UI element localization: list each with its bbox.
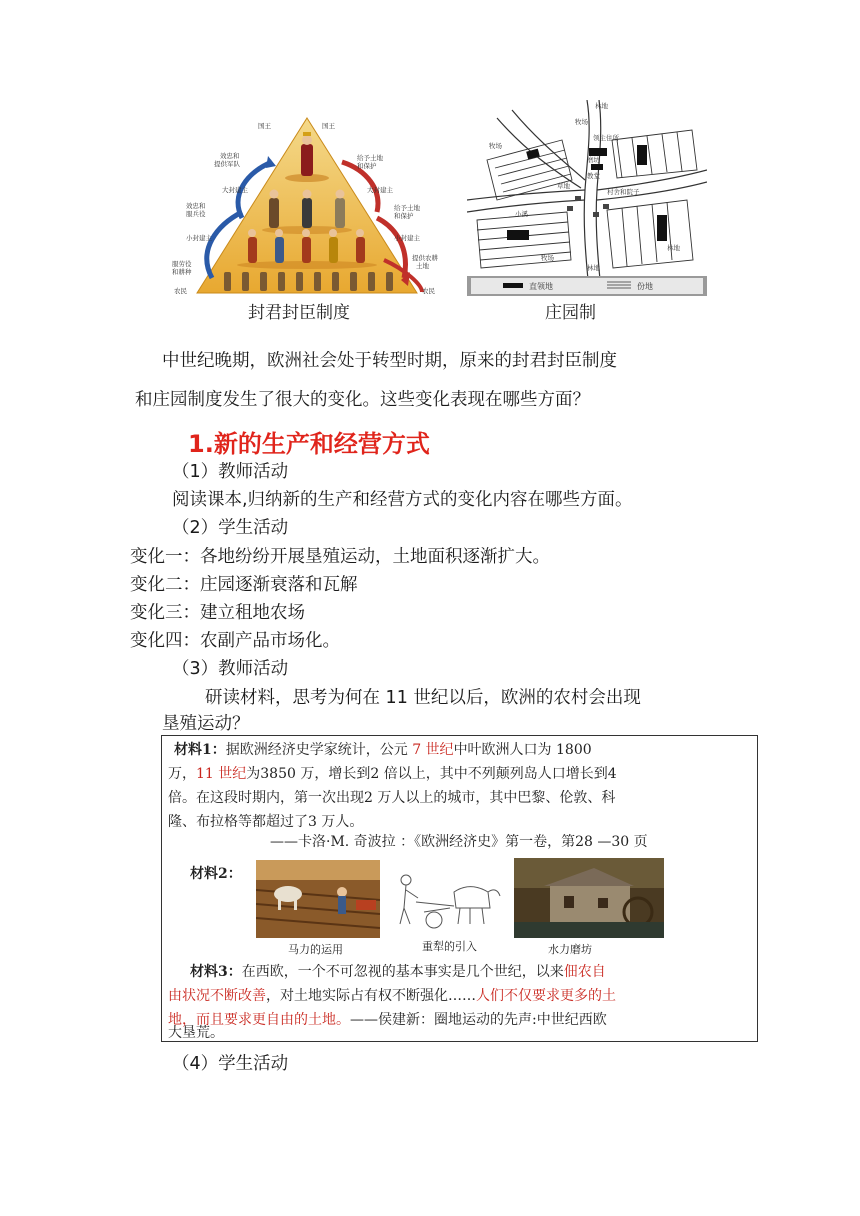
legend-demesne-label: 直领地 (529, 282, 553, 291)
horse-power-image (256, 860, 380, 938)
duty-grant-land-2: 给予土地 (394, 204, 420, 212)
material-3-line-4: 大垦荒。 (168, 1025, 224, 1041)
manor-label-lord-house: 领主住所 (593, 134, 619, 142)
heavy-plough-image (394, 862, 504, 934)
svg-text:提供军队: 提供军队 (214, 160, 240, 168)
svg-text:和耕种: 和耕种 (172, 268, 192, 276)
material-1-line-2: 万，11 世纪为3850 万，增长到2 倍以上，其中不列颠列岛人口增长到4 (168, 766, 617, 782)
manor-label-meadow: 草地 (557, 182, 570, 190)
material-1-line-3: 倍。在这段时期内，第一次出现2 万人以上的城市，其中巴黎、伦敦、科 (168, 790, 616, 806)
legend-strips-label: 份地 (637, 282, 653, 291)
manor-label-pasture-bottom: 牧场 (541, 254, 554, 262)
feudal-pyramid-figure (172, 100, 442, 296)
manor-caption: 庄园制 (545, 303, 596, 323)
activity-1-heading: （1）教师活动 (172, 462, 289, 482)
duty-grant-land-1: 给予土地 (357, 154, 383, 162)
manor-map-figure (467, 100, 707, 296)
material-2-label: 材料2： (190, 866, 242, 882)
material-3-line-3: 地，而且要求更自由的土地。——侯建新：圈地运动的先声:中世纪西欧 (168, 1012, 607, 1028)
materials-box (161, 735, 758, 1042)
change-item-3: 变化三：建立租地农场 (130, 603, 305, 623)
activity-4-heading: （4）学生活动 (172, 1054, 289, 1074)
caption-heavy-plough: 重犁的引入 (422, 940, 477, 953)
duty-labor-rent: 服劳役 (172, 260, 192, 268)
section-title: 1.新的生产和经营方式 (188, 430, 430, 458)
caption-water-mill: 水力磨坊 (548, 943, 592, 956)
caption-horse-power: 马力的运用 (288, 943, 343, 956)
small-lord-label-right: 小封建主 (394, 234, 420, 242)
king-label-left: 国王 (258, 122, 271, 130)
change-item-1: 变化一：各地纷纷开展垦殖运动，土地面积逐渐扩大。 (130, 547, 550, 567)
peasant-label-right: 农民 (422, 287, 435, 295)
svg-text:服兵役: 服兵役 (186, 210, 206, 218)
manor-label-church: 教堂 (587, 172, 600, 180)
duty-loyalty-troops: 效忠和 (220, 152, 240, 160)
svg-text:和保护: 和保护 (357, 162, 377, 170)
activity-2-heading: （2）学生活动 (172, 518, 289, 538)
legend-demesne-swatch (503, 283, 523, 288)
duty-provide-land: 提供农耕 (412, 254, 438, 262)
activity-3-line-2: 垦殖运动？ (162, 714, 250, 734)
king-label: 国王 (322, 122, 335, 130)
activity-3-heading: （3）教师活动 (172, 659, 289, 679)
activity-1-text: 阅读课本,归纳新的生产和经营方式的变化内容在哪些方面。 (172, 490, 633, 510)
great-lord-label-left: 大封建主 (222, 186, 248, 194)
manor-label-mill: 磨坊 (587, 156, 600, 164)
manor-label-stream: 小溪 (515, 210, 528, 218)
svg-text:土地: 土地 (416, 262, 429, 270)
water-mill-image (514, 858, 664, 938)
activity-3-line-1: 研读材料，思考为何在 11 世纪以后，欧洲的农村会出现 (205, 688, 641, 708)
material-1-source: ——卡洛·M. 奇波拉 ：《欧洲经济史》第一卷，第28 —30 页 (270, 834, 648, 850)
change-item-2: 变化二：庄园逐渐衰落和瓦解 (130, 575, 358, 595)
material-1-line-1: 材料1：据欧洲经济史学家统计，公元 7 世纪中叶欧洲人口为 1800 (174, 742, 592, 758)
king-figure (301, 132, 313, 176)
manor-label-pasture-top: 牧场 (575, 118, 588, 126)
material-3-line-1: 材料3：在西欧，一个不可忽视的基本事实是几个世纪，以来佃农自 (190, 964, 606, 980)
manor-label-forest-bottom: 林地 (587, 264, 600, 272)
manor-label-forest-top: 林地 (595, 102, 608, 110)
pyramid-caption: 封君封臣制度 (248, 303, 350, 323)
intro-line-1: 中世纪晚期，欧洲社会处于转型时期，原来的封君封臣制度 (162, 351, 617, 371)
svg-text:和保护: 和保护 (394, 212, 414, 220)
material-1-line-4: 隆、布拉格等都超过了3 万人。 (168, 814, 364, 830)
manor-label-pasture-left: 牧场 (489, 142, 502, 150)
peasant-label-left: 农民 (174, 287, 187, 295)
change-item-4: 变化四：农副产品市场化。 (130, 631, 340, 651)
material-1-label: 材料1： (174, 742, 226, 758)
intro-line-2: 和庄园制度发生了很大的变化。这些变化表现在哪些方面？ (135, 390, 590, 410)
material-3-line-2: 由状况不断改善，对土地实际占有权不断强化……人们不仅要求更多的土 (168, 988, 616, 1004)
material-3-label: 材料3： (190, 964, 242, 980)
duty-loyalty-military: 效忠和 (186, 202, 206, 210)
small-lord-label-left: 小封建主 (186, 234, 212, 242)
great-lord-label-right: 大封建主 (367, 186, 393, 194)
manor-label-village: 村舍和院子 (607, 188, 640, 196)
manor-label-forest-right: 林地 (667, 244, 680, 252)
